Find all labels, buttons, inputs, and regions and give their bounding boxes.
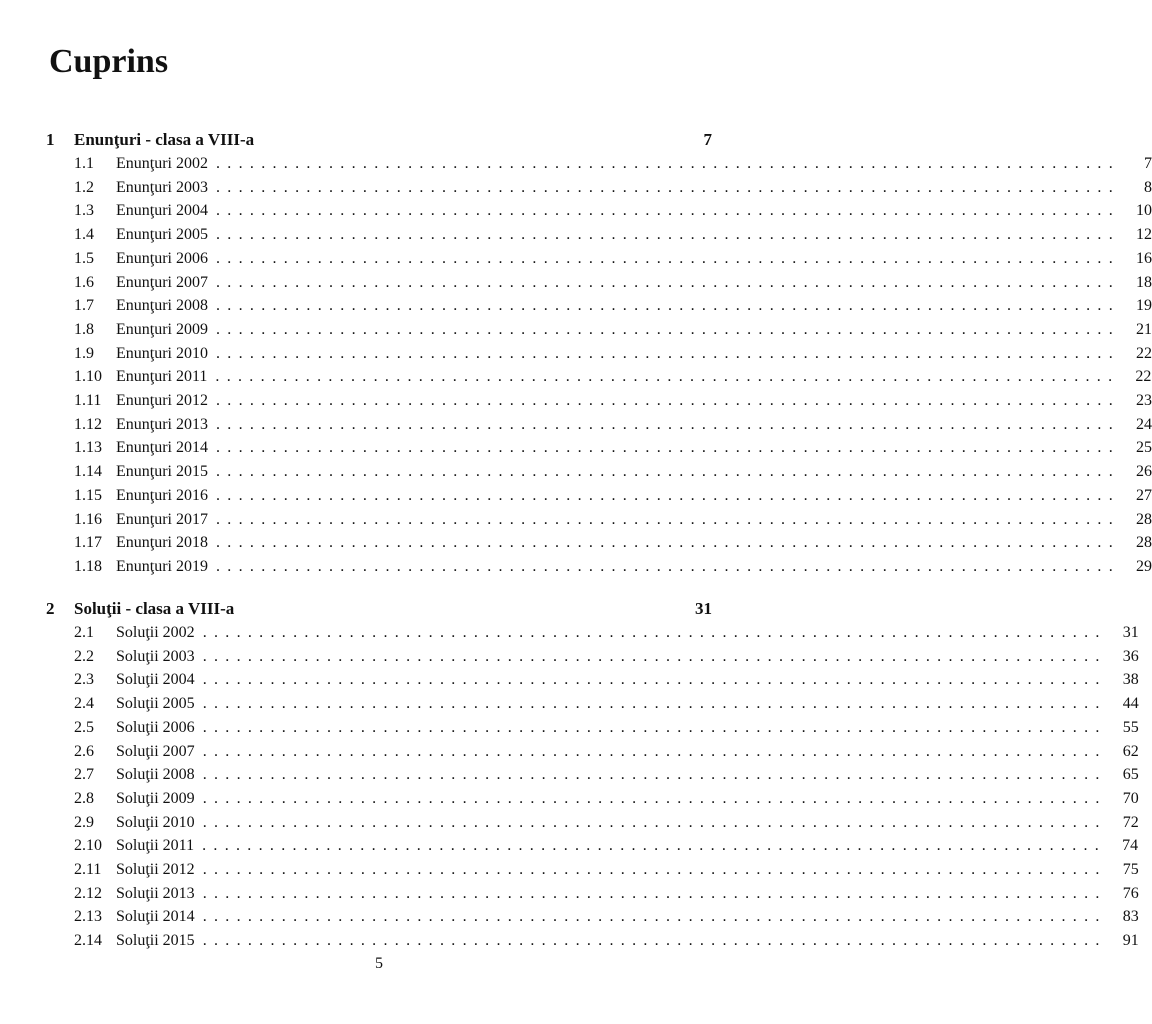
toc-entry-2.9[interactable]	[74, 811, 1139, 835]
dot-leader: ................................................................................	[216, 463, 1120, 481]
section-page: 26	[1136, 463, 1152, 481]
section-number: 1.4	[74, 226, 94, 244]
section-number: 2.10	[74, 837, 102, 855]
section-number: 2.14	[74, 932, 102, 950]
dot-leader: ................................................................................	[202, 718, 1107, 736]
toc-chapter-1[interactable]	[46, 128, 712, 152]
dot-leader: ................................................................................	[216, 155, 1120, 172]
section-number: 2.9	[74, 813, 94, 831]
dot-leader: ................................................................................	[216, 392, 1120, 409]
section-title: Enunţuri 2006	[116, 249, 208, 267]
section-title: Soluţii 2015	[116, 932, 195, 950]
section-page: 27	[1136, 486, 1152, 504]
toc-entry-1.16[interactable]	[74, 508, 1152, 532]
section-number: 2.4	[74, 695, 94, 713]
section-title: Soluţii 2009	[116, 789, 195, 807]
section-number: 2.8	[74, 789, 94, 807]
section-title: Soluţii 2010	[116, 813, 195, 831]
section-page: 22	[1135, 368, 1152, 386]
section-number: 2.13	[74, 908, 102, 926]
section-title: Soluţii 2003	[116, 647, 195, 665]
dot-leader: ................................................................................	[216, 486, 1120, 504]
dot-leader: ................................................................................	[216, 249, 1120, 267]
toc-entry-1.12[interactable]	[74, 413, 1152, 437]
dot-leader: ................................................................................	[216, 344, 1120, 362]
page-title: Cuprins	[49, 43, 169, 80]
section-number: 2.7	[74, 766, 94, 784]
section-title: Enunţuri 2003	[116, 178, 208, 196]
toc-entry-2.3[interactable]	[74, 668, 1139, 692]
section-title: Enunţuri 2005	[116, 226, 208, 244]
toc-entry-1.10[interactable]	[74, 365, 1152, 389]
section-title: Soluţii 2006	[116, 718, 195, 736]
section-number: 2.1	[74, 624, 94, 641]
page-number: 5	[375, 955, 383, 972]
section-page: 72	[1122, 813, 1139, 831]
dot-leader: ................................................................................	[216, 297, 1120, 315]
dot-leader: ................................................................................	[216, 439, 1120, 457]
dot-leader: ................................................................................	[202, 742, 1107, 760]
toc-entry-1.17[interactable]	[74, 531, 1152, 555]
section-number: 2.5	[74, 718, 94, 736]
section-page: 91	[1122, 932, 1139, 950]
section-page: 28	[1136, 510, 1152, 528]
section-page: 7	[1144, 155, 1152, 172]
toc-entry-1.1[interactable]	[74, 152, 1152, 176]
chapter-title: Soluţii - clasa a VIII-a	[74, 599, 235, 618]
section-page: 16	[1136, 249, 1152, 267]
dot-leader: ................................................................................	[216, 557, 1120, 575]
section-title: Enunţuri 2019	[116, 557, 208, 575]
section-title: Enunţuri 2002	[116, 155, 208, 172]
toc-entry-1.18[interactable]	[74, 555, 1152, 579]
toc-entry-2.10[interactable]	[74, 834, 1139, 858]
section-title: Enunţuri 2015	[116, 463, 208, 481]
toc-entry-1.11[interactable]	[74, 389, 1152, 413]
section-number: 1.6	[74, 273, 94, 291]
toc-entry-2.12[interactable]	[74, 882, 1139, 906]
section-number: 1.2	[74, 178, 94, 196]
dot-leader: ................................................................................	[202, 671, 1107, 689]
section-title: Enunţuri 2009	[116, 320, 208, 338]
toc-entry-1.6[interactable]	[74, 271, 1152, 295]
section-title: Enunţuri 2016	[116, 486, 208, 504]
dot-leader: ................................................................................	[202, 647, 1107, 665]
section-page: 65	[1122, 766, 1139, 784]
dot-leader: ................................................................................	[216, 415, 1120, 433]
dot-leader: ................................................................................	[216, 534, 1120, 552]
section-title: Enunţuri 2008	[116, 297, 208, 315]
section-page: 44	[1122, 695, 1139, 713]
toc-entry-1.14[interactable]	[74, 460, 1152, 484]
section-page: 12	[1136, 226, 1152, 244]
section-title: Soluţii 2002	[116, 624, 195, 641]
section-page: 25	[1136, 439, 1152, 457]
section-page: 31	[1122, 624, 1139, 641]
section-page: 10	[1136, 202, 1152, 220]
section-page: 36	[1122, 647, 1139, 665]
toc-entry-1.9[interactable]	[74, 342, 1152, 366]
section-title: Enunţuri 2014	[116, 439, 208, 457]
dot-leader: ................................................................................	[216, 320, 1120, 338]
dot-leader: ................................................................................	[202, 932, 1107, 950]
section-number: 1.18	[74, 557, 102, 575]
section-title: Enunţuri 2007	[116, 273, 208, 291]
section-number: 1.17	[74, 534, 102, 552]
toc-entry-1.2[interactable]	[74, 176, 1152, 200]
chapter-page: 7	[703, 130, 712, 149]
dot-leader: ................................................................................	[215, 368, 1120, 386]
toc-entry-2.1[interactable]	[74, 621, 1139, 645]
section-number: 1.14	[74, 463, 102, 481]
section-page: 70	[1122, 789, 1139, 807]
section-title: Enunţuri 2012	[116, 392, 208, 409]
section-number: 1.10	[74, 368, 102, 386]
section-page: 62	[1122, 742, 1139, 760]
section-number: 1.8	[74, 320, 94, 338]
section-title: Enunţuri 2004	[116, 202, 208, 220]
section-title: Enunţuri 2018	[116, 534, 208, 552]
section-number: 1.1	[74, 155, 94, 172]
toc-entry-2.8[interactable]	[74, 787, 1139, 811]
section-page: 38	[1122, 671, 1139, 689]
toc-entry-2.13[interactable]	[74, 905, 1139, 929]
section-page: 29	[1136, 557, 1152, 575]
section-title: Soluţii 2013	[116, 884, 195, 902]
dot-leader: ................................................................................	[202, 813, 1107, 831]
toc-entry-1.8[interactable]	[74, 318, 1152, 342]
dot-leader: ................................................................................	[202, 789, 1107, 807]
section-page: 28	[1136, 534, 1152, 552]
chapter-title: Enunţuri - clasa a VIII-a	[74, 130, 255, 149]
section-number: 2.3	[74, 671, 94, 689]
dot-leader: ................................................................................	[202, 766, 1107, 784]
section-number: 2.11	[74, 861, 102, 878]
toc-entry-2.11[interactable]	[74, 858, 1139, 882]
dot-leader: ................................................................................	[202, 624, 1107, 641]
section-title: Enunţuri 2013	[116, 415, 208, 433]
toc-entry-2.5[interactable]	[74, 716, 1139, 740]
section-title: Enunţuri 2011	[116, 368, 208, 386]
dot-leader: ................................................................................	[216, 226, 1120, 244]
section-title: Soluţii 2012	[116, 861, 195, 878]
toc-entry-2.7[interactable]	[74, 763, 1139, 787]
chapter-number: 2	[46, 599, 55, 618]
dot-leader: ................................................................................	[216, 273, 1120, 291]
section-title: Soluţii 2005	[116, 695, 195, 713]
section-title: Enunţuri 2010	[116, 344, 208, 362]
section-page: 8	[1144, 178, 1152, 196]
section-page: 21	[1136, 320, 1152, 338]
section-title: Soluţii 2004	[116, 671, 195, 689]
dot-leader: ................................................................................	[202, 861, 1107, 878]
section-number: 1.9	[74, 344, 94, 362]
toc-entry-1.7[interactable]	[74, 294, 1152, 318]
section-title: Soluţii 2014	[116, 908, 195, 926]
toc-entry-1.4[interactable]	[74, 223, 1152, 247]
section-page: 18	[1136, 273, 1152, 291]
section-page: 75	[1122, 861, 1139, 878]
section-number: 1.7	[74, 297, 94, 315]
section-page: 22	[1136, 344, 1152, 362]
section-title: Soluţii 2007	[116, 742, 195, 760]
toc-entry-1.13[interactable]	[74, 436, 1152, 460]
section-page: 19	[1136, 297, 1152, 315]
toc-entry-1.15[interactable]	[74, 484, 1152, 508]
dot-leader: ................................................................................	[216, 510, 1120, 528]
section-number: 1.12	[74, 415, 102, 433]
section-page: 83	[1122, 908, 1139, 926]
chapter-number: 1	[46, 130, 55, 149]
section-page: 76	[1122, 884, 1139, 902]
section-page: 24	[1136, 415, 1152, 433]
section-number: 2.6	[74, 742, 94, 760]
section-number: 1.15	[74, 486, 102, 504]
toc-entry-2.6[interactable]	[74, 740, 1139, 764]
chapter-page: 31	[695, 599, 712, 618]
section-title: Enunţuri 2017	[116, 510, 208, 528]
section-number: 1.13	[74, 439, 102, 457]
section-number: 1.3	[74, 202, 94, 220]
section-page: 74	[1122, 837, 1139, 855]
section-title: Soluţii 2011	[116, 837, 195, 855]
dot-leader: ................................................................................	[202, 908, 1107, 926]
section-number: 2.12	[74, 884, 102, 902]
dot-leader: ................................................................................	[202, 884, 1107, 902]
toc-entry-2.14[interactable]	[74, 929, 1139, 953]
section-page: 55	[1122, 718, 1139, 736]
section-number: 2.2	[74, 647, 94, 665]
toc-entry-2.2[interactable]	[74, 645, 1139, 669]
section-page: 23	[1136, 392, 1152, 409]
dot-leader: ................................................................................	[216, 202, 1120, 220]
toc-entry-1.5[interactable]	[74, 247, 1152, 271]
section-number: 1.5	[74, 249, 94, 267]
section-number: 1.11	[74, 392, 102, 409]
dot-leader: ................................................................................	[202, 695, 1107, 713]
toc-chapter-2[interactable]	[46, 597, 712, 621]
dot-leader: ................................................................................	[202, 837, 1107, 855]
toc-entry-1.3[interactable]	[74, 199, 1152, 223]
toc-entry-2.4[interactable]	[74, 692, 1139, 716]
section-number: 1.16	[74, 510, 102, 528]
dot-leader: ................................................................................	[216, 178, 1120, 196]
section-title: Soluţii 2008	[116, 766, 195, 784]
